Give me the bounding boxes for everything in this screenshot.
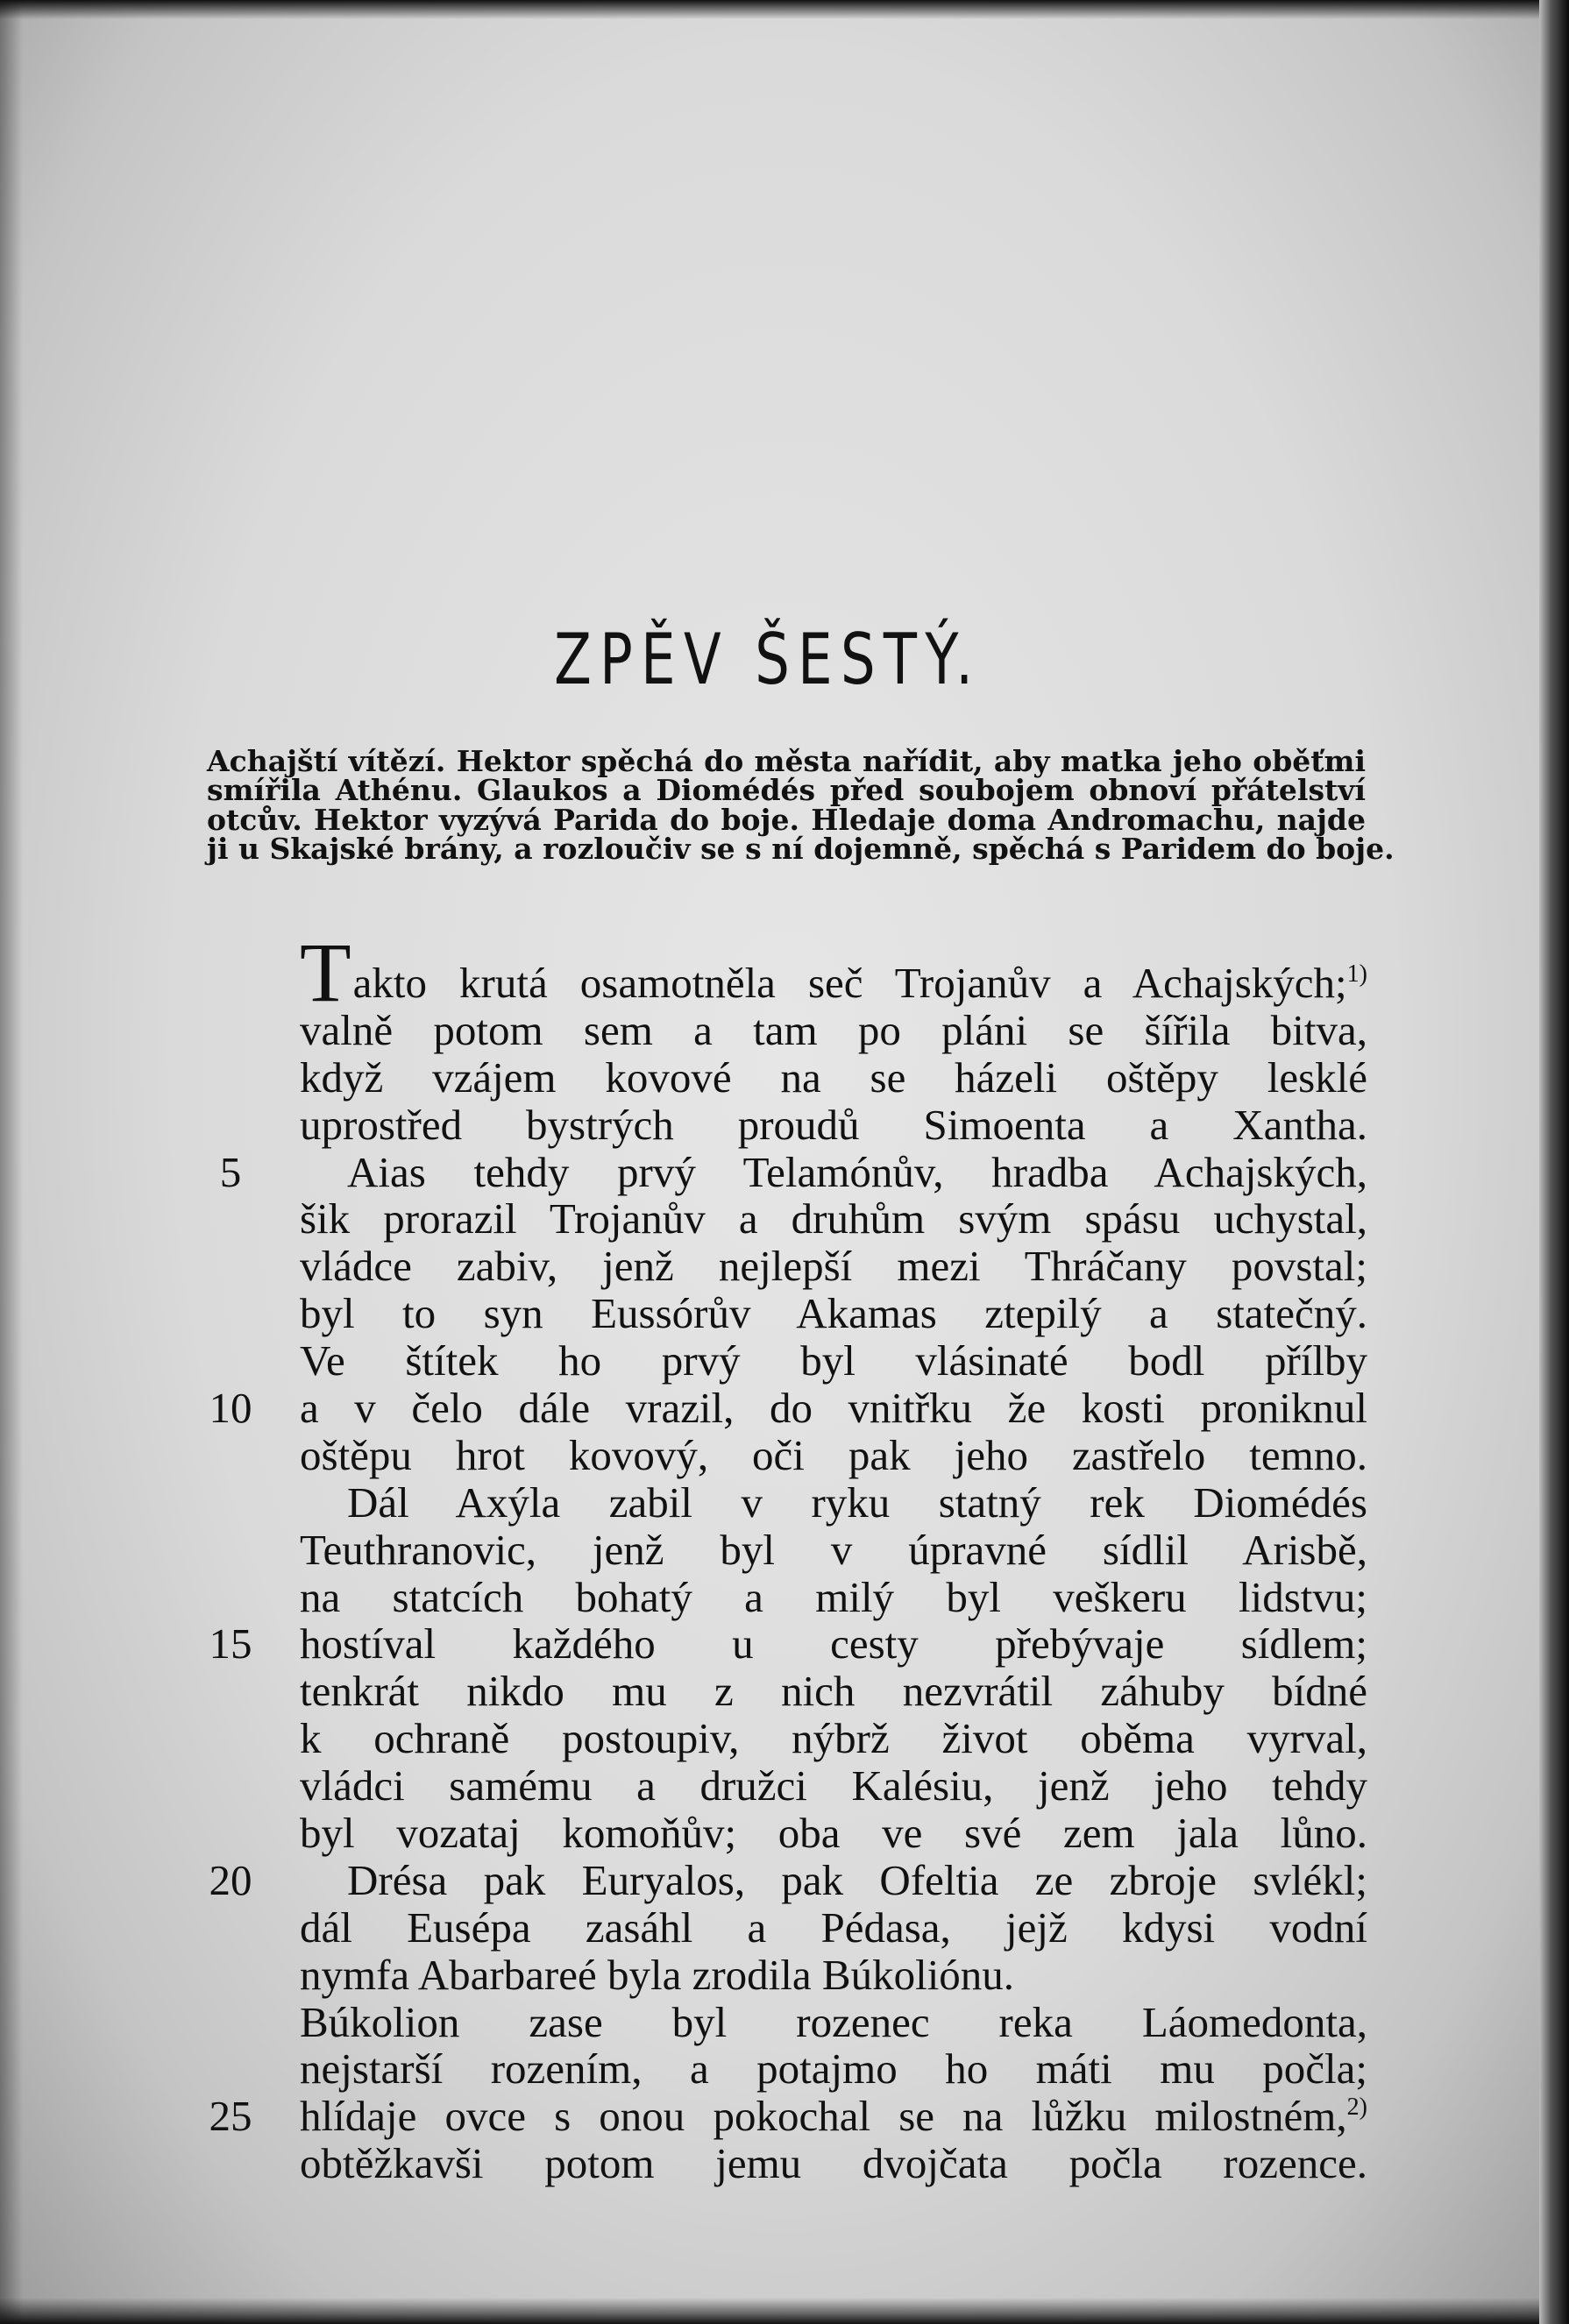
verse-line	[202, 1715, 1411, 1762]
verse-line	[202, 1904, 1411, 1952]
argument-line: otcův. Hektor vyzývá Parida do boje. Hledaje doma Andromachu, najde	[207, 802, 1366, 837]
verse-line	[202, 1999, 1411, 2046]
verse-line	[202, 1432, 1411, 1479]
verse-number: 10	[209, 1384, 252, 1433]
verse-line	[202, 2140, 1411, 2187]
verse-line	[202, 1243, 1411, 1290]
verse-text: vládce zabiv, jenž nejlepší mezi Thráčany povstal;	[300, 1242, 1367, 1291]
verse-text: valně potom sem a tam po pláni se šířila bitva,	[300, 1005, 1367, 1054]
verse-text: oštěpu hrot kovový, oči pak jeho zastřelo temno.	[300, 1430, 1367, 1479]
footnote-marker: 1)	[1346, 960, 1367, 988]
verse-line	[202, 1620, 1411, 1668]
verse-text: byl vozataj komoňův; oba ve své zem jala lůno.	[300, 1809, 1367, 1858]
page-shadow-left	[0, 0, 23, 2324]
argument-line: Achajští vítězí. Hektor spěchá do města nařídit, aby matka jeho oběťmi	[207, 744, 1366, 778]
chapter-argument	[207, 744, 1395, 866]
verse-line	[202, 1007, 1411, 1054]
verse-text: Teuthranovic, jenž byl v úpravné sídlil Arisbě,	[300, 1525, 1367, 1574]
page-shadow-bottom	[0, 2298, 1569, 2324]
verse-line	[202, 1290, 1411, 1337]
verse-text: Búkolion zase byl rozenec reka Láomedonta,	[300, 1997, 1367, 2046]
verse-text: Takto krutá osamotněla seč Trojanův a Achajských;$^{1)}$	[300, 925, 1367, 1019]
verse-line	[202, 2093, 1411, 2140]
verse-line	[202, 1195, 1411, 1243]
argument-line: smířila Athénu. Glaukos a Diomédés před soubojem obnoví přátelství	[207, 773, 1366, 808]
verse-number: 25	[209, 2092, 252, 2141]
verse-text: a v čelo dále vrazil, do vnitřku že kosti proniknul	[300, 1384, 1367, 1433]
page-shadow-top	[0, 0, 1569, 19]
verse-number: 20	[209, 1855, 252, 1904]
verse-line	[202, 1810, 1411, 1857]
argument-line: ji u Skajské brány, a rozloučiv se s ní dojemně, spěchá s Paridem do boje.	[207, 831, 1395, 866]
verse-number: 5	[219, 1147, 242, 1196]
verse-text: Aias tehdy prvý Telamónův, hradba Achajských,	[347, 1147, 1367, 1196]
verse-line	[202, 1337, 1411, 1385]
verse-block	[202, 925, 1411, 2188]
verse-text: obtěžkavši potom jemu dvojčata počla rozence.	[300, 2139, 1367, 2188]
verse-text: byl to syn Eussórův Akamas ztepilý a statečný.	[300, 1289, 1367, 1338]
verse-text: Dál Axýla zabil v ryku statný rek Diomédés	[347, 1477, 1367, 1527]
verse-line	[202, 1857, 1411, 1904]
footnote-marker: 2)	[1346, 2094, 1367, 2122]
page-binding-edge	[1539, 0, 1569, 2324]
verse-number: 15	[209, 1619, 252, 1669]
verse-text: uprostřed bystrých proudů Simoenta a Xantha.	[300, 1100, 1367, 1149]
verse-text: dál Eusépa zasáhl a Pédasa, jejž kdysi vodní	[300, 1902, 1367, 1952]
verse-line	[202, 1479, 1411, 1527]
verse-text: Drésa pak Euryalos, pak Ofeltia ze zbroje svlékl;	[347, 1855, 1367, 1904]
verse-line	[202, 1668, 1411, 1715]
verse-line	[202, 1102, 1411, 1149]
verse-text: šik prorazil Trojanův a druhům svým spásu uchystal,	[300, 1194, 1367, 1243]
verse-text: k ochraně postoupiv, nýbrž život oběma vyrval,	[300, 1714, 1367, 1763]
verse-text: když vzájem kovové na se házeli oštěpy lesklé	[300, 1052, 1367, 1102]
verse-text: vládci samému a družci Kalésiu, jenž jeho tehdy	[300, 1761, 1367, 1810]
chapter-title: ZPĚV ŠESTÝ.	[554, 619, 982, 700]
verse-line	[202, 1149, 1411, 1196]
verse-text: nymfa Abarbareé byla zrodila Búkoliónu.	[300, 1950, 1015, 1999]
verse-text: hlídaje ovce s onou pokochal se na lůžku milostném,$^{2)}$	[300, 2092, 1367, 2141]
verse-text: tenkrát nikdo mu z nich nezvrátil záhuby bídné	[300, 1667, 1367, 1716]
drop-cap: T	[300, 925, 351, 1019]
verse-line	[202, 1054, 1411, 1102]
verse-line	[202, 1527, 1411, 1574]
verse-line	[202, 1762, 1411, 1810]
verse-line	[202, 1385, 1411, 1432]
verse-line	[202, 925, 1411, 1019]
verse-text: Ve štítek ho prvý byl vlásinaté bodl přílby	[300, 1336, 1367, 1385]
verse-line	[202, 1952, 1411, 1999]
verse-line	[202, 2045, 1411, 2093]
verse-line	[202, 1574, 1411, 1621]
verse-text: nejstarší rozením, a potajmo ho máti mu počla;	[300, 2044, 1367, 2094]
verse-text: hostíval každého u cesty přebývaje sídlem;	[300, 1619, 1367, 1669]
verse-text: na statcích bohatý a milý byl veškeru lidstvu;	[300, 1572, 1367, 1621]
